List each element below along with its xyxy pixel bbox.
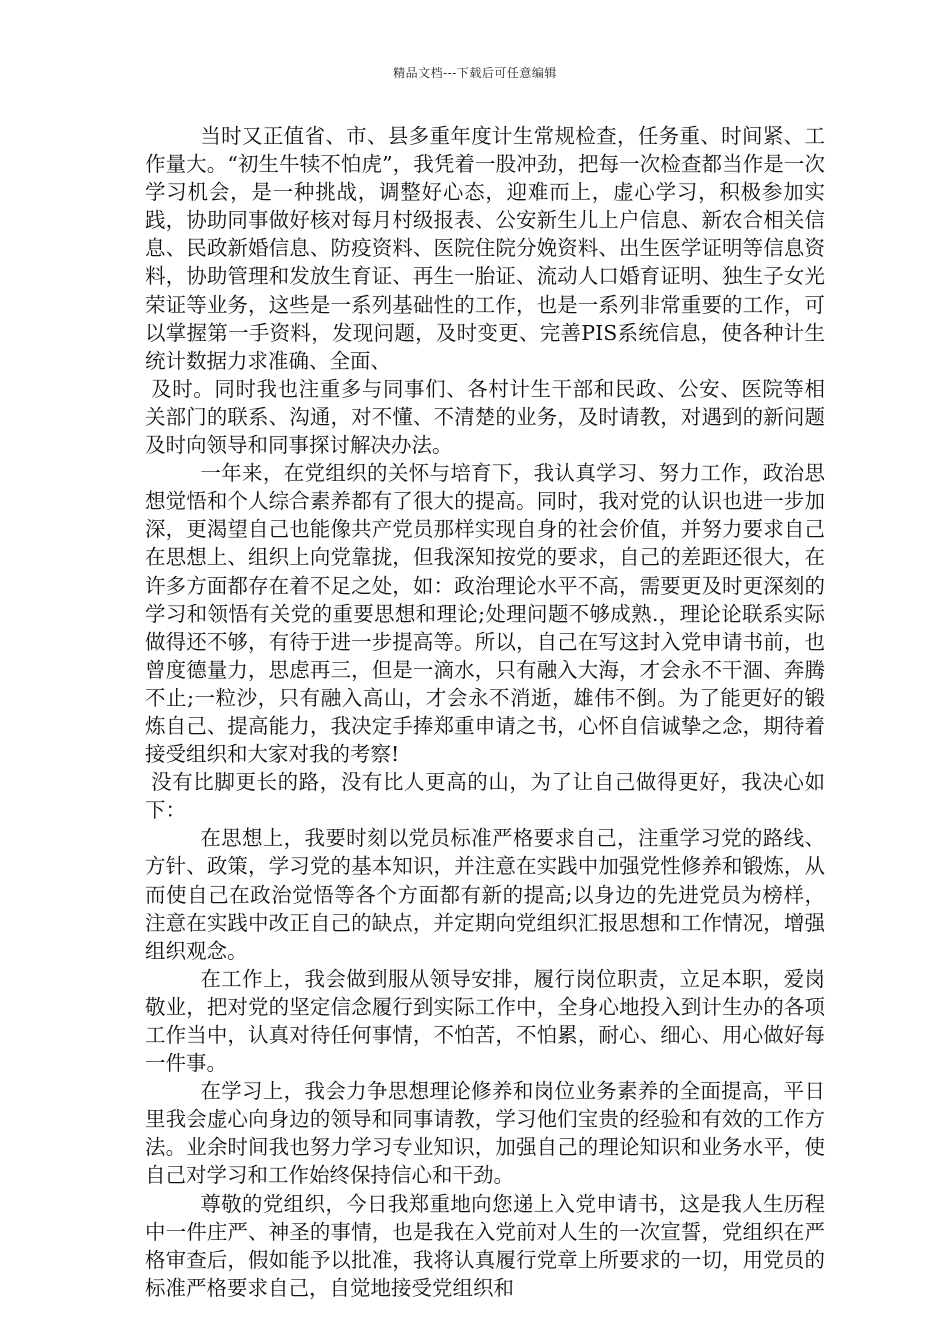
paragraph-2: 及时。同时我也注重多与同事们、各村计生干部和民政、公安、医院等相关部门的联系、沟通，对不懂、不清楚的业务，及时请教，对遇到的新问题及时向领导和同事探讨解决办法。 xyxy=(145,376,825,458)
paragraph-7: 在学习上，我会力争思想理论修养和岗位业务素养的全面提高，平日里我会虚心向身边的领导和同事请教，学习他们宝贵的经验和有效的工作方法。业余时间我也努力学习专业知识，加强自己的理论知识和业务水平，使自己对学习和工作始终保持信心和干劲。 xyxy=(145,1079,825,1188)
page-header: 精品文档---下载后可任意编辑 xyxy=(393,66,557,80)
paragraph-6: 在工作上，我会做到服从领导安排，履行岗位职责，立足本职，爱岗敬业，把对党的坚定信念履行到实际工作中，全身心地投入到计生办的各项工作当中，认真对待任何事情，不怕苦，不怕累，耐心、细心、用心做好每一件事。 xyxy=(145,966,825,1076)
document-body xyxy=(145,122,825,1302)
paragraph-8: 尊敬的党组织，今日我郑重地向您递上入党申请书，这是我人生历程中一件庄严、神圣的事情，也是我在入党前对人生的一次宣誓，党组织在严格审查后，假如能予以批准，我将认真履行党章上所要求的一切，用党员的标准严格要求自己，自觉地接受党组织和 xyxy=(145,1191,825,1300)
paragraph-3: 一年来，在党组织的关怀与培育下，我认真学习、努力工作，政治思想觉悟和个人综合素养都有了很大的提高。同时，我对党的认识也进一步加深，更渴望自己也能像共产党员那样实现自身的社会价值，并努力要求自己在思想上、组织上向党靠拢，但我深知按党的要求，自己的差距还很大，在许多方面都存在着不足之处，如：政治理论水平不高，需要更及时更深刻的学习和领悟有关党的重要思想和理论;处理问题不够成熟.，理论论联系实际做得还不够，有待于进一步提高等。所以，自己在写这封入党申请书前，也曾度德量力，思虑再三，但是一滴水，只有融入大海，才会永不干涸、奔腾不止;一粒沙，只有融入高山，才会永不消逝，雄伟不倒。为了能更好的锻炼自己、提高能力，我决定手捧郑重申请之书，心怀自信诚挚之念，期待着接受组织和大家对我的考察! xyxy=(145,461,825,767)
paragraph-4: 没有比脚更长的路，没有比人更高的山，为了让自己做得更好，我决心如下： xyxy=(145,770,825,823)
paragraph-1: 当时又正值省、市、县多重年度计生常规检查，任务重、时间紧、工作量大。“初生牛犊不怕虎”，我凭着一股冲劲，把每一次检查都当作是一次学习机会，是一种挑战，调整好心态，迎难而上，虚心学习，积极参加实践，协助同事做好核对每月村级报表、公安新生儿上户信息、新农合相关信息、民政新婚信息、防疫资料、医院住院分娩资料、出生医学证明等信息资料，协助管理和发放生育证、再生一胎证、流动人口婚育证明、独生子女光荣证等业务，这些是一系列基础性的工作，也是一系列非常重要的工作，可以掌握第一手资料，发现问题，及时变更、完善PIS系统信息，使各种计生统计数据力求准确、全面、 xyxy=(145,124,825,373)
paragraph-5: 在思想上，我要时刻以党员标准严格要求自己，注重学习党的路线、方针、政策，学习党的基本知识，并注意在实践中加强党性修养和锻炼，从而使自己在政治觉悟等各个方面都有新的提高;以身边的先进党员为榜样，注意在实践中改正自己的缺点，并定期向党组织汇报思想和工作情况，增强组织观念。 xyxy=(145,826,825,963)
